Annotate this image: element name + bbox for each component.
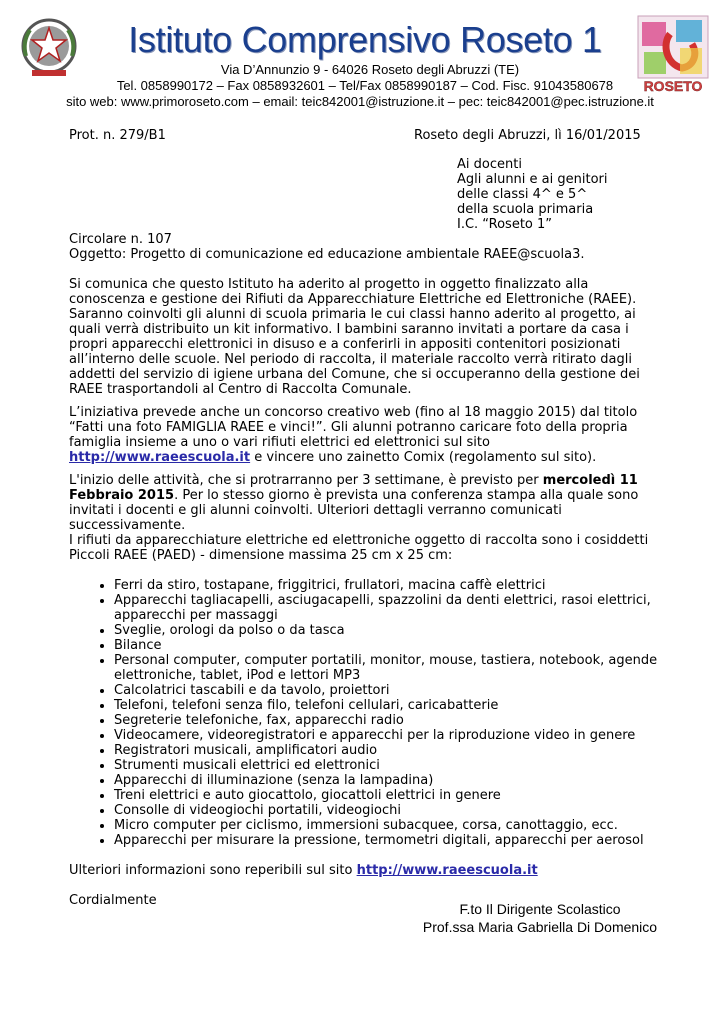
recipients-block: [457, 157, 608, 232]
list-item: • Calcolatrici tascabili e da tavolo, proiettori: [114, 683, 659, 698]
list-item: • Ferri da stiro, tostapane, friggitrici, frullatori, macina caffè elettrici: [114, 578, 659, 593]
recipient-line: della scuola primaria: [457, 202, 594, 217]
recipient-line: Agli alunni e ai genitori: [457, 172, 608, 187]
signature-title: F.to Il Dirigente Scolastico: [459, 901, 621, 917]
roseto-school-logo: [636, 14, 710, 94]
circular-number: Circolare n. 107: [69, 232, 172, 247]
paragraph-paed: I rifiuti da apparecchiature elettriche ed elettroniche oggetto di raccolta sono i cosiddetti Piccoli RAEE (PAED) - dimensione massima 25 cm x 25 cm:: [69, 533, 649, 563]
list-item: • Consolle di videogiochi portatili, videogiochi: [114, 803, 659, 818]
subject-line: Oggetto: Progetto di comunicazione ed educazione ambientale RAEE@scuola3.: [69, 247, 585, 262]
letterhead: [0, 0, 725, 120]
italian-republic-emblem-icon: [18, 12, 80, 78]
list-item: • Apparecchi per misurare la pressione, termometri digitali, apparecchi per aerosol: [114, 833, 659, 848]
place-date: Roseto degli Abruzzi, lì 16/01/2015: [414, 128, 641, 143]
paragraph-more-info: Ulteriori informazioni sono reperibili sul sito http://www.raeescuola.it: [69, 863, 538, 878]
raeescuola-link[interactable]: http://www.raeescuola.it: [69, 450, 251, 465]
list-item: • Apparecchi di illuminazione (senza la lampadina): [114, 773, 659, 788]
start-date: mercoledì 11 Febbraio 2015: [69, 473, 638, 503]
list-item: • Strumenti musicali elettrici ed elettronici: [114, 758, 659, 773]
institute-title: Istituto Comprensivo Roseto 1: [128, 19, 602, 60]
roseto-logo-text: ROSETO: [643, 78, 703, 94]
list-item: • Personal computer, computer portatili, monitor, mouse, tastiera, notebook, agende elettroniche, tablet, iPod e lettori MP3: [114, 653, 659, 683]
recipient-line: I.C. “Roseto 1”: [457, 217, 553, 232]
recipient-line: Ai docenti: [457, 157, 522, 172]
paragraph-collection: Saranno coinvolti gli alunni di scuola primaria le cui classi hanno aderito al progetto, ai quali verrà distribuito un kit informativo. I bambini saranno invitati a portare da casa i propri apparecchi elettronici in disuso e a conferirli in appositi contenitori posizionati all’interno delle scuole. Nel periodo di raccolta, il materiale raccolto verrà ritirato dagli addetti del servizio di igiene urbana del Comune, che si occuperanno della gestione dei RAEE trasportandoli al Centro di Raccolta Comunale.: [69, 307, 640, 397]
institute-web: sito web: www.primoroseto.com – email: teic842001@istruzione.it – pec: teic842001@pec.istruzione.it: [66, 94, 654, 109]
list-item: • Sveglie, orologi da polso o da tasca: [114, 623, 659, 638]
institute-contacts: Tel. 0858990172 – Fax 0858932601 – Tel/Fax 0858990187 – Cod. Fisc. 91043580678: [116, 78, 614, 93]
list-item: • Segreterie telefoniche, fax, apparecchi radio: [114, 713, 659, 728]
list-item: • Micro computer per ciclismo, immersioni subacquee, corsa, canottaggio, ecc.: [114, 818, 659, 833]
paragraph-start-date: L'inizio delle attività, che si protrarranno per 3 settimane, è previsto per mercoledì 11 Febbraio 2015. Per lo stesso giorno è prevista una conferenza stampa alla quale sono invitati i docenti e gli alunni coinvolti. Ulteriori dettagli verranno comunicati successivamente.: [69, 473, 639, 533]
paragraph-adhesion: Si comunica che questo Istituto ha aderito al progetto in oggetto finalizzato alla conoscenza e gestione dei Rifiuti da Apparecchiature Elettriche ed Elettroniche (RAEE).: [69, 277, 637, 307]
signature-name: Prof.ssa Maria Gabriella Di Domenico: [422, 919, 658, 935]
list-item: • Treni elettrici e auto giocattolo, giocattoli elettrici in genere: [114, 788, 659, 803]
list-item: • Apparecchi tagliacapelli, asciugacapelli, spazzolini da denti elettrici, rasoi elettrici, apparecchi per massaggi: [114, 593, 659, 623]
raeescuola-link-footer[interactable]: http://www.raeescuola.it: [356, 863, 538, 878]
greeting: Cordialmente: [69, 893, 157, 908]
recipient-line: delle classi 4^ e 5^: [457, 187, 588, 202]
list-item: • Telefoni, telefoni senza filo, telefoni cellulari, caricabatterie: [114, 698, 659, 713]
protocol-number: Prot. n. 279/B1: [69, 128, 166, 143]
paed-list: [69, 578, 659, 848]
letter-body: [69, 232, 659, 908]
institute-address: Via D’Annunzio 9 - 64026 Roseto degli Abruzzi (TE): [220, 62, 520, 77]
list-item: • Videocamere, videoregistratori e apparecchi per la riproduzione video in genere: [114, 728, 659, 743]
list-item: • Bilance: [114, 638, 659, 653]
paragraph-contest: L’iniziativa prevede anche un concorso creativo web (fino al 18 maggio 2015) dal titolo “Fatti una foto FAMIGLIA RAEE e vinci!”. Gli alunni potranno caricare foto della propria famiglia insieme a uno o vari rifiuti elettrici ed elettronici sul sito http://www.raeescuola.it e vincere uno zainetto Comix (regolamento sul sito).: [69, 405, 638, 465]
list-item: • Registratori musicali, amplificatori audio: [114, 743, 659, 758]
